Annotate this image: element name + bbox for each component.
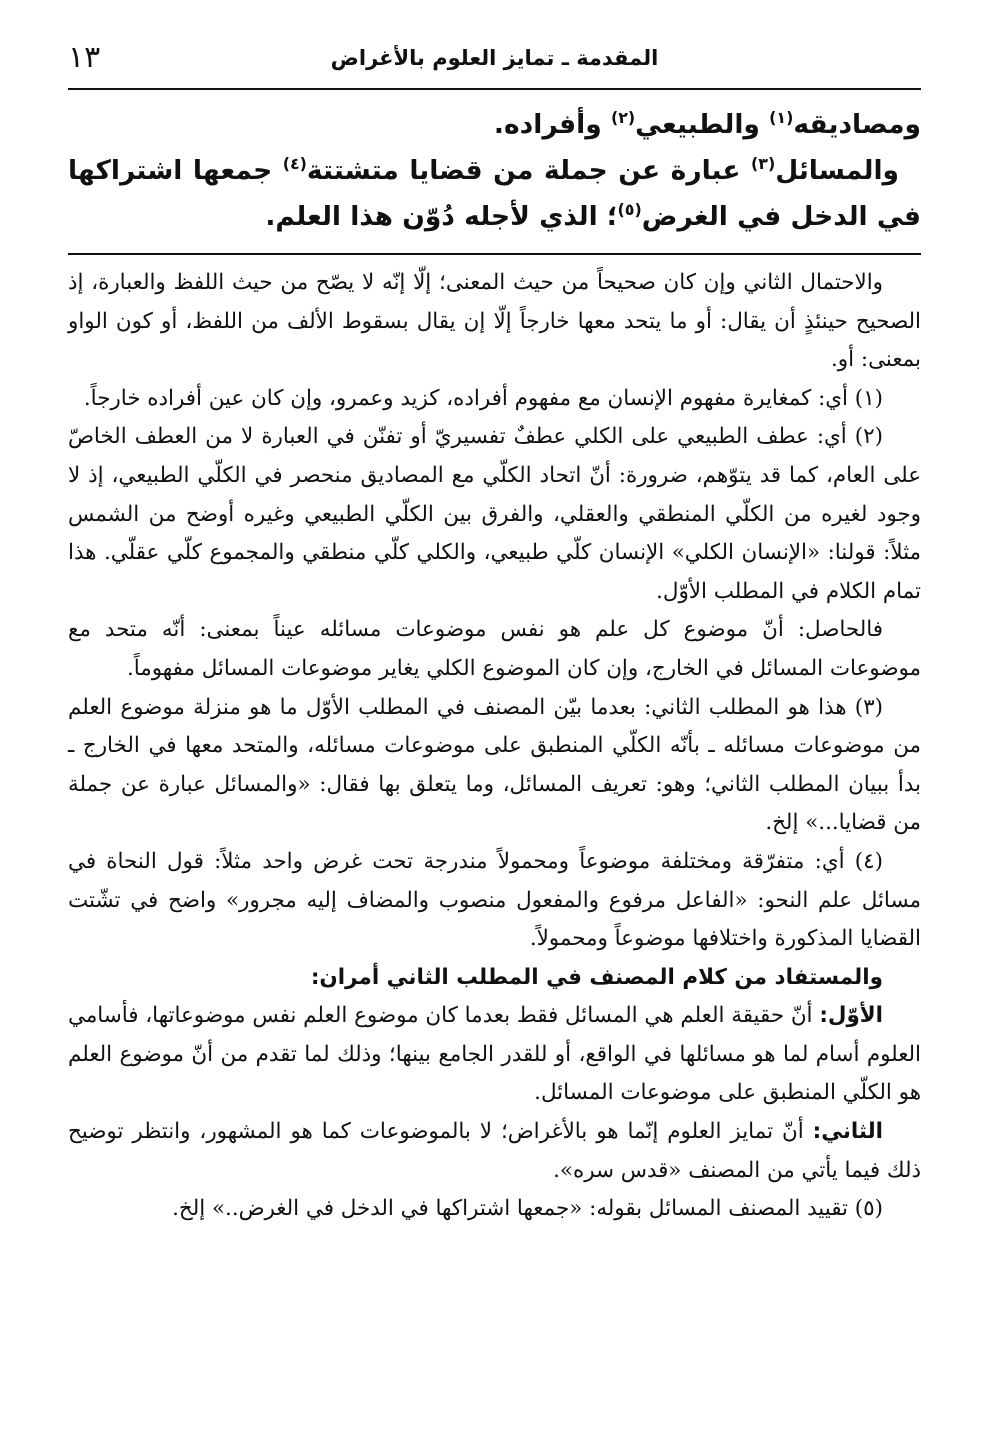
first-point-label: الأوّل: (819, 1003, 883, 1029)
page-number: ١٣ (68, 40, 101, 75)
footnote-subheading: والمستفاد من كلام المصنف في المطلب الثاني أمران: (310, 964, 883, 990)
footnote-ref-3: (٣) (750, 154, 776, 174)
main-paragraph-1 (68, 102, 921, 148)
footnote-2: (٢) أي: عطف الطبيعي على الكلي عطفٌ تفسيريّ أو تفنّن في العبارة لا من العطف الخاصّ على العام، كما قد يتوّهم، ضرورة: أنّ اتحاد الكلّي مع المصاديق منحصر في الكلّي الطبيعي، إذ لا وجود لغيره من الكلّي المنطقي والعقلي، والفرق بين الكلّي الطبيعي وغيره أوضح من الشمس مثلاً: قولنا: «الإنسان الكلي» الإنسان كلّي طبيعي، والكلي كلّي منطقي والمجموع كلّي عقلّي. هذا تمام الكلام في المطلب الأوّل. (68, 424, 921, 604)
footnotes (68, 264, 921, 1229)
main-text (68, 102, 921, 240)
main-text-run: ومصاديقه (793, 109, 921, 140)
header-title: المقدمة ـ تمايز العلوم بالأغراض (330, 46, 659, 70)
footnote-4: (٤) أي: متفرّقة ومختلفة موضوعاً ومحمولاً مندرجة تحت غرض واحد مثلاً: قول النحاة في مسائل علم النحو: «الفاعل مرفوع والمفعول منصوب والمضاف إليه مجرور» واضح في تشّتت القضايا المذكورة واختلافها موضوعاً ومحمولاً. (68, 848, 921, 952)
second-point-text: أنّ تمايز العلوم إنّما هو بالأغراض؛ لا بالموضوعات كما هو المشهور، وانتظر توضيح ذلك فيما يأتي من المصنف «قدس سره». (68, 1119, 921, 1183)
footnote-ref-1: (١) (769, 108, 794, 128)
main-text-run: ؛ الذي لأجله دُوّن هذا العلم. (265, 201, 618, 232)
footnote-3: (٣) هذا هو المطلب الثاني: بعدما بيّن المصنف في المطلب الأوّل ما هو منزلة موضوع العلم من موضوعات مسائله ـ بأنّه الكلّي المنطبق على موضوعات مسائله، والمتحد معها في الخارج ـ بدأ ببيان المطلب الثاني؛ وهو: تعريف المسائل، وما يتعلق بها فقال: «والمسائل عبارة عن جملة من قضايا...» إلخ. (68, 694, 921, 836)
footnote-second-point (68, 1113, 921, 1190)
first-point-text: أنّ حقيقة العلم هي المسائل فقط بعدما كان موضوع العلم نفس موضوعاتها، فأسامي العلوم أسام لما هو مسائلها في الواقع، أو للقدر الجامع بينها؛ وذلك لما تقدم من أنّ موضوع العلم هو الكلّي المنطبق على موضوعات المسائل. (68, 1003, 921, 1106)
footnote-ref-5: (٥) (617, 200, 642, 220)
footnote-continuation: والاحتمال الثاني وإن كان صحيحاً من حيث المعنى؛ إلّا إنّه لا يصّح من حيث اللفظ والعبارة، إذ الصحيح حينئذٍ أن يقال: أو ما يتحد معها خارجاً إلّا إن يقال بسقوط الألف من اللفظ، أو كون الواو بمعنى: أو. (68, 270, 921, 373)
footnote-1: (١) أي: كمغايرة مفهوم الإنسان مع مفهوم أفراده، كزيد وعمرو، وإن كان عين أفراده خارجاً. (83, 385, 883, 411)
running-header (68, 30, 921, 90)
page (68, 0, 921, 1454)
main-paragraph-2 (68, 148, 921, 240)
main-text-run: عبارة عن جملة من قضايا متشتتة (306, 155, 751, 186)
main-text-run: والمسائل (775, 155, 899, 186)
footnote-divider (68, 253, 921, 255)
footnote-5: (٥) تقييد المصنف المسائل بقوله: «جمعها اشتراكها في الدخل في الغرض..» إلخ. (172, 1196, 883, 1222)
main-text-run: وأفراده. (493, 109, 611, 140)
footnote-first-point (68, 997, 921, 1113)
second-point-label: الثاني: (812, 1119, 883, 1145)
main-text-run: والطبيعي (635, 109, 770, 140)
main-text-run: جمعها اشتراكها في الدخل في الغرض (68, 155, 921, 232)
footnote-ref-2: (٢) (610, 108, 636, 128)
footnote-summary: فالحاصل: أنّ موضوع كل علم هو نفس موضوعات مسائله عيناً بمعنى: أنّه متحد مع موضوعات المسائل في الخارج، وإن كان الموضوع الكلي يغاير موضوعات المسائل مفهوماً. (68, 617, 921, 681)
footnote-ref-4: (٤) (282, 154, 307, 174)
